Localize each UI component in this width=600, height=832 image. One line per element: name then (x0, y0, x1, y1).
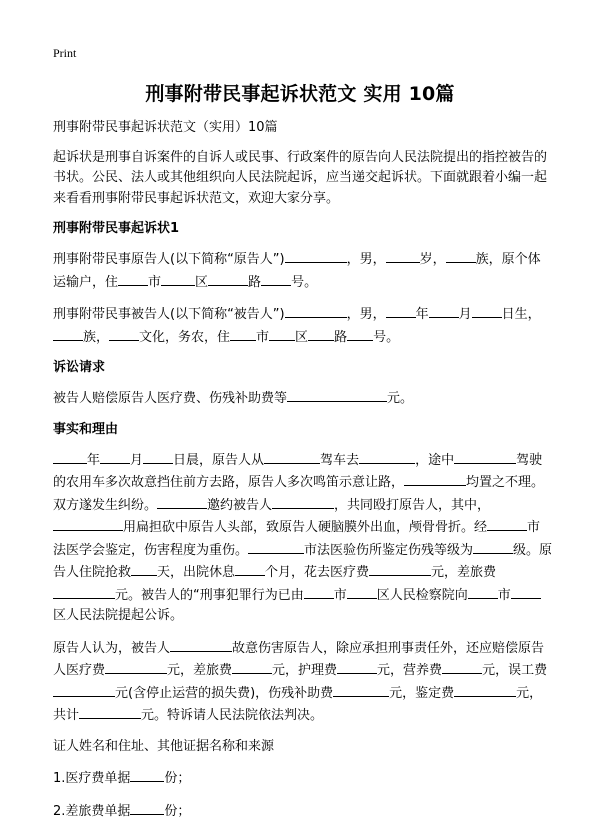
text-segment: 市 (333, 587, 347, 603)
text-segment: 区人民检察院向 (376, 587, 468, 603)
section-heading-facts: 事实和理由 (53, 421, 119, 437)
facts-paragraph-2 (53, 637, 553, 727)
text-segment: 路 (334, 329, 348, 345)
blank-field (454, 449, 516, 464)
blank-field (208, 271, 248, 286)
text-segment: 驾车去 (320, 452, 360, 468)
text-segment: 路 (248, 274, 262, 290)
blank-field (105, 659, 167, 674)
blank-field (261, 271, 291, 286)
section-heading-claims: 诉讼请求 (53, 360, 106, 375)
blank-field (248, 539, 304, 554)
blank-field (304, 584, 334, 599)
blank-field (232, 659, 272, 674)
text-segment: 个月，花去医疗费 (265, 565, 370, 580)
blank-field (404, 471, 466, 486)
text-segment: 区人民法院提起公诉。 (53, 608, 184, 623)
blank-field (454, 682, 516, 697)
blank-field (109, 326, 139, 341)
text-segment: 均置之不理。双方遂发生纠纷。 (53, 475, 545, 513)
blank-field (473, 539, 513, 554)
blank-field (161, 271, 195, 286)
blank-field (130, 767, 164, 782)
text-segment: 市法医学会鉴定，伤害程度为重伤。 (53, 520, 541, 558)
text-segment: 刑事附带民事被告人(以下简称“被告人”) (53, 307, 285, 322)
text-segment: 刑事附带民事原告人(以下简称“原告人”) (53, 252, 285, 267)
text-segment: 号。 (291, 274, 318, 290)
text-segment: ，男， (346, 252, 386, 267)
blank-field (130, 800, 164, 815)
print-link[interactable]: Print (53, 46, 77, 60)
section-heading-complaint: 刑事附带民事起诉状1 (53, 221, 180, 236)
claims-paragraph (53, 387, 553, 410)
blank-field (53, 584, 115, 599)
blank-field (264, 449, 320, 464)
text-segment: 份； (164, 771, 191, 786)
blank-field (285, 248, 347, 263)
blank-field (511, 584, 541, 599)
blank-field (131, 561, 157, 576)
text-segment: 元，营养费 (377, 663, 443, 678)
document-subtitle: 刑事附带民事起诉状范文（实用）10篇 (53, 120, 278, 135)
text-segment: 元。被告人的“刑事犯罪行为已由 (115, 587, 304, 603)
text-segment: 级。原告人住院抢救 (53, 542, 553, 580)
plaintiff-paragraph (53, 248, 553, 293)
text-segment: 故意伤害原告人，除应承担刑事责任外，还应赔偿原告人医疗费 (53, 640, 545, 678)
blank-field (337, 659, 377, 674)
text-segment: 号。 (373, 329, 400, 345)
text-segment: 元，差旅费 (431, 565, 497, 580)
blank-field (118, 271, 148, 286)
blank-field (442, 659, 482, 674)
blank-field (157, 494, 207, 509)
blank-field (53, 326, 83, 341)
blank-field (347, 584, 377, 599)
text-segment: 元，差旅费 (167, 663, 233, 678)
blank-field (235, 561, 265, 576)
text-segment: 日晨，原告人从 (173, 452, 265, 468)
evidence-item-2 (53, 800, 553, 823)
text-segment: 2.差旅费单据 (53, 803, 131, 819)
blank-field (347, 326, 373, 341)
text-segment: 族， (83, 329, 110, 345)
blank-field (386, 248, 420, 263)
blank-field (170, 637, 232, 652)
blank-field (272, 494, 334, 509)
blank-field (269, 326, 295, 341)
text-segment: 被告人赔偿原告人医疗费、伤残补助费等 (53, 391, 288, 406)
blank-field (468, 584, 498, 599)
text-segment: ，途中 (415, 452, 455, 468)
evidence-item-1 (53, 767, 553, 790)
text-segment: 区 (195, 274, 209, 290)
text-segment: 元。 (387, 391, 414, 406)
text-segment: 用扁担砍中原告人头部，致原告人硬脑膜外出血，颅骨骨折。经 (123, 520, 488, 535)
text-segment: 族，原个体运输户，住 (53, 252, 541, 290)
blank-field (359, 449, 415, 464)
document-body (53, 118, 553, 832)
blank-field (308, 326, 334, 341)
blank-field (100, 449, 130, 464)
blank-field (369, 561, 431, 576)
text-segment: 元，误工费 (482, 663, 548, 678)
text-segment: 市法医验伤所鉴定伤残等级为 (304, 542, 474, 558)
blank-field (487, 516, 527, 531)
blank-field (386, 303, 416, 318)
page-title: 刑事附带民事起诉状范文 实用 10篇 (145, 83, 455, 105)
text-segment: 岁， (419, 252, 446, 267)
text-segment: 市 (497, 587, 511, 603)
evidence-heading: 证人姓名和住址、其他证据名称和来源 (53, 738, 275, 754)
text-segment: 区 (295, 329, 309, 345)
blank-field (53, 682, 115, 697)
text-segment: 文化，务农，住 (139, 329, 231, 345)
text-segment: 日生， (501, 307, 541, 322)
blank-field (285, 303, 347, 318)
text-segment: 份； (164, 803, 191, 819)
blank-field (287, 387, 387, 402)
text-segment: 驾驶的农用车多次故意挡住前方去路，原告人多次鸣笛示意让路， (53, 452, 543, 490)
blank-field (429, 303, 459, 318)
text-segment: 市 (256, 329, 270, 345)
blank-field (53, 516, 123, 531)
defendant-paragraph (53, 303, 553, 348)
text-segment: 月 (458, 307, 472, 322)
text-segment: 元，护理费 (272, 663, 338, 678)
text-segment: 元。特诉请人民法院依法判决。 (141, 708, 324, 723)
blank-field (53, 449, 87, 464)
text-segment: 天，出院休息 (157, 565, 236, 580)
blank-field (143, 449, 173, 464)
blank-field (472, 303, 502, 318)
text-segment: 1.医疗费单据 (53, 771, 131, 786)
text-segment: ，男， (346, 307, 386, 322)
blank-field (230, 326, 256, 341)
text-segment: 原告人认为，被告人 (53, 640, 171, 656)
facts-paragraph-1 (53, 449, 553, 627)
text-segment: ，共同殴打原告人，其中， (334, 497, 491, 513)
text-segment: 市 (148, 274, 162, 290)
text-segment: 年 (87, 452, 101, 468)
text-segment: 年 (415, 307, 429, 322)
text-segment: 邀约被告人 (207, 497, 273, 513)
blank-field (79, 704, 141, 719)
text-segment: 元(含停止运营的损失费)，伤残补助费 (115, 685, 334, 701)
text-segment: 元，共计 (53, 685, 543, 723)
blank-field (446, 248, 476, 263)
text-segment: 月 (130, 452, 144, 468)
blank-field (333, 682, 389, 697)
text-segment: 元，鉴定费 (389, 685, 455, 701)
intro-paragraph: 起诉状是刑事自诉案件的自诉人或民事、行政案件的原告向人民法院提出的指控被告的书状。公民、法人或其他组织向人民法院起诉，应当递交起诉状。下面就跟着小编一起来看看刑事附带民事起诉状范文，欢迎大家分享。 (53, 149, 548, 206)
